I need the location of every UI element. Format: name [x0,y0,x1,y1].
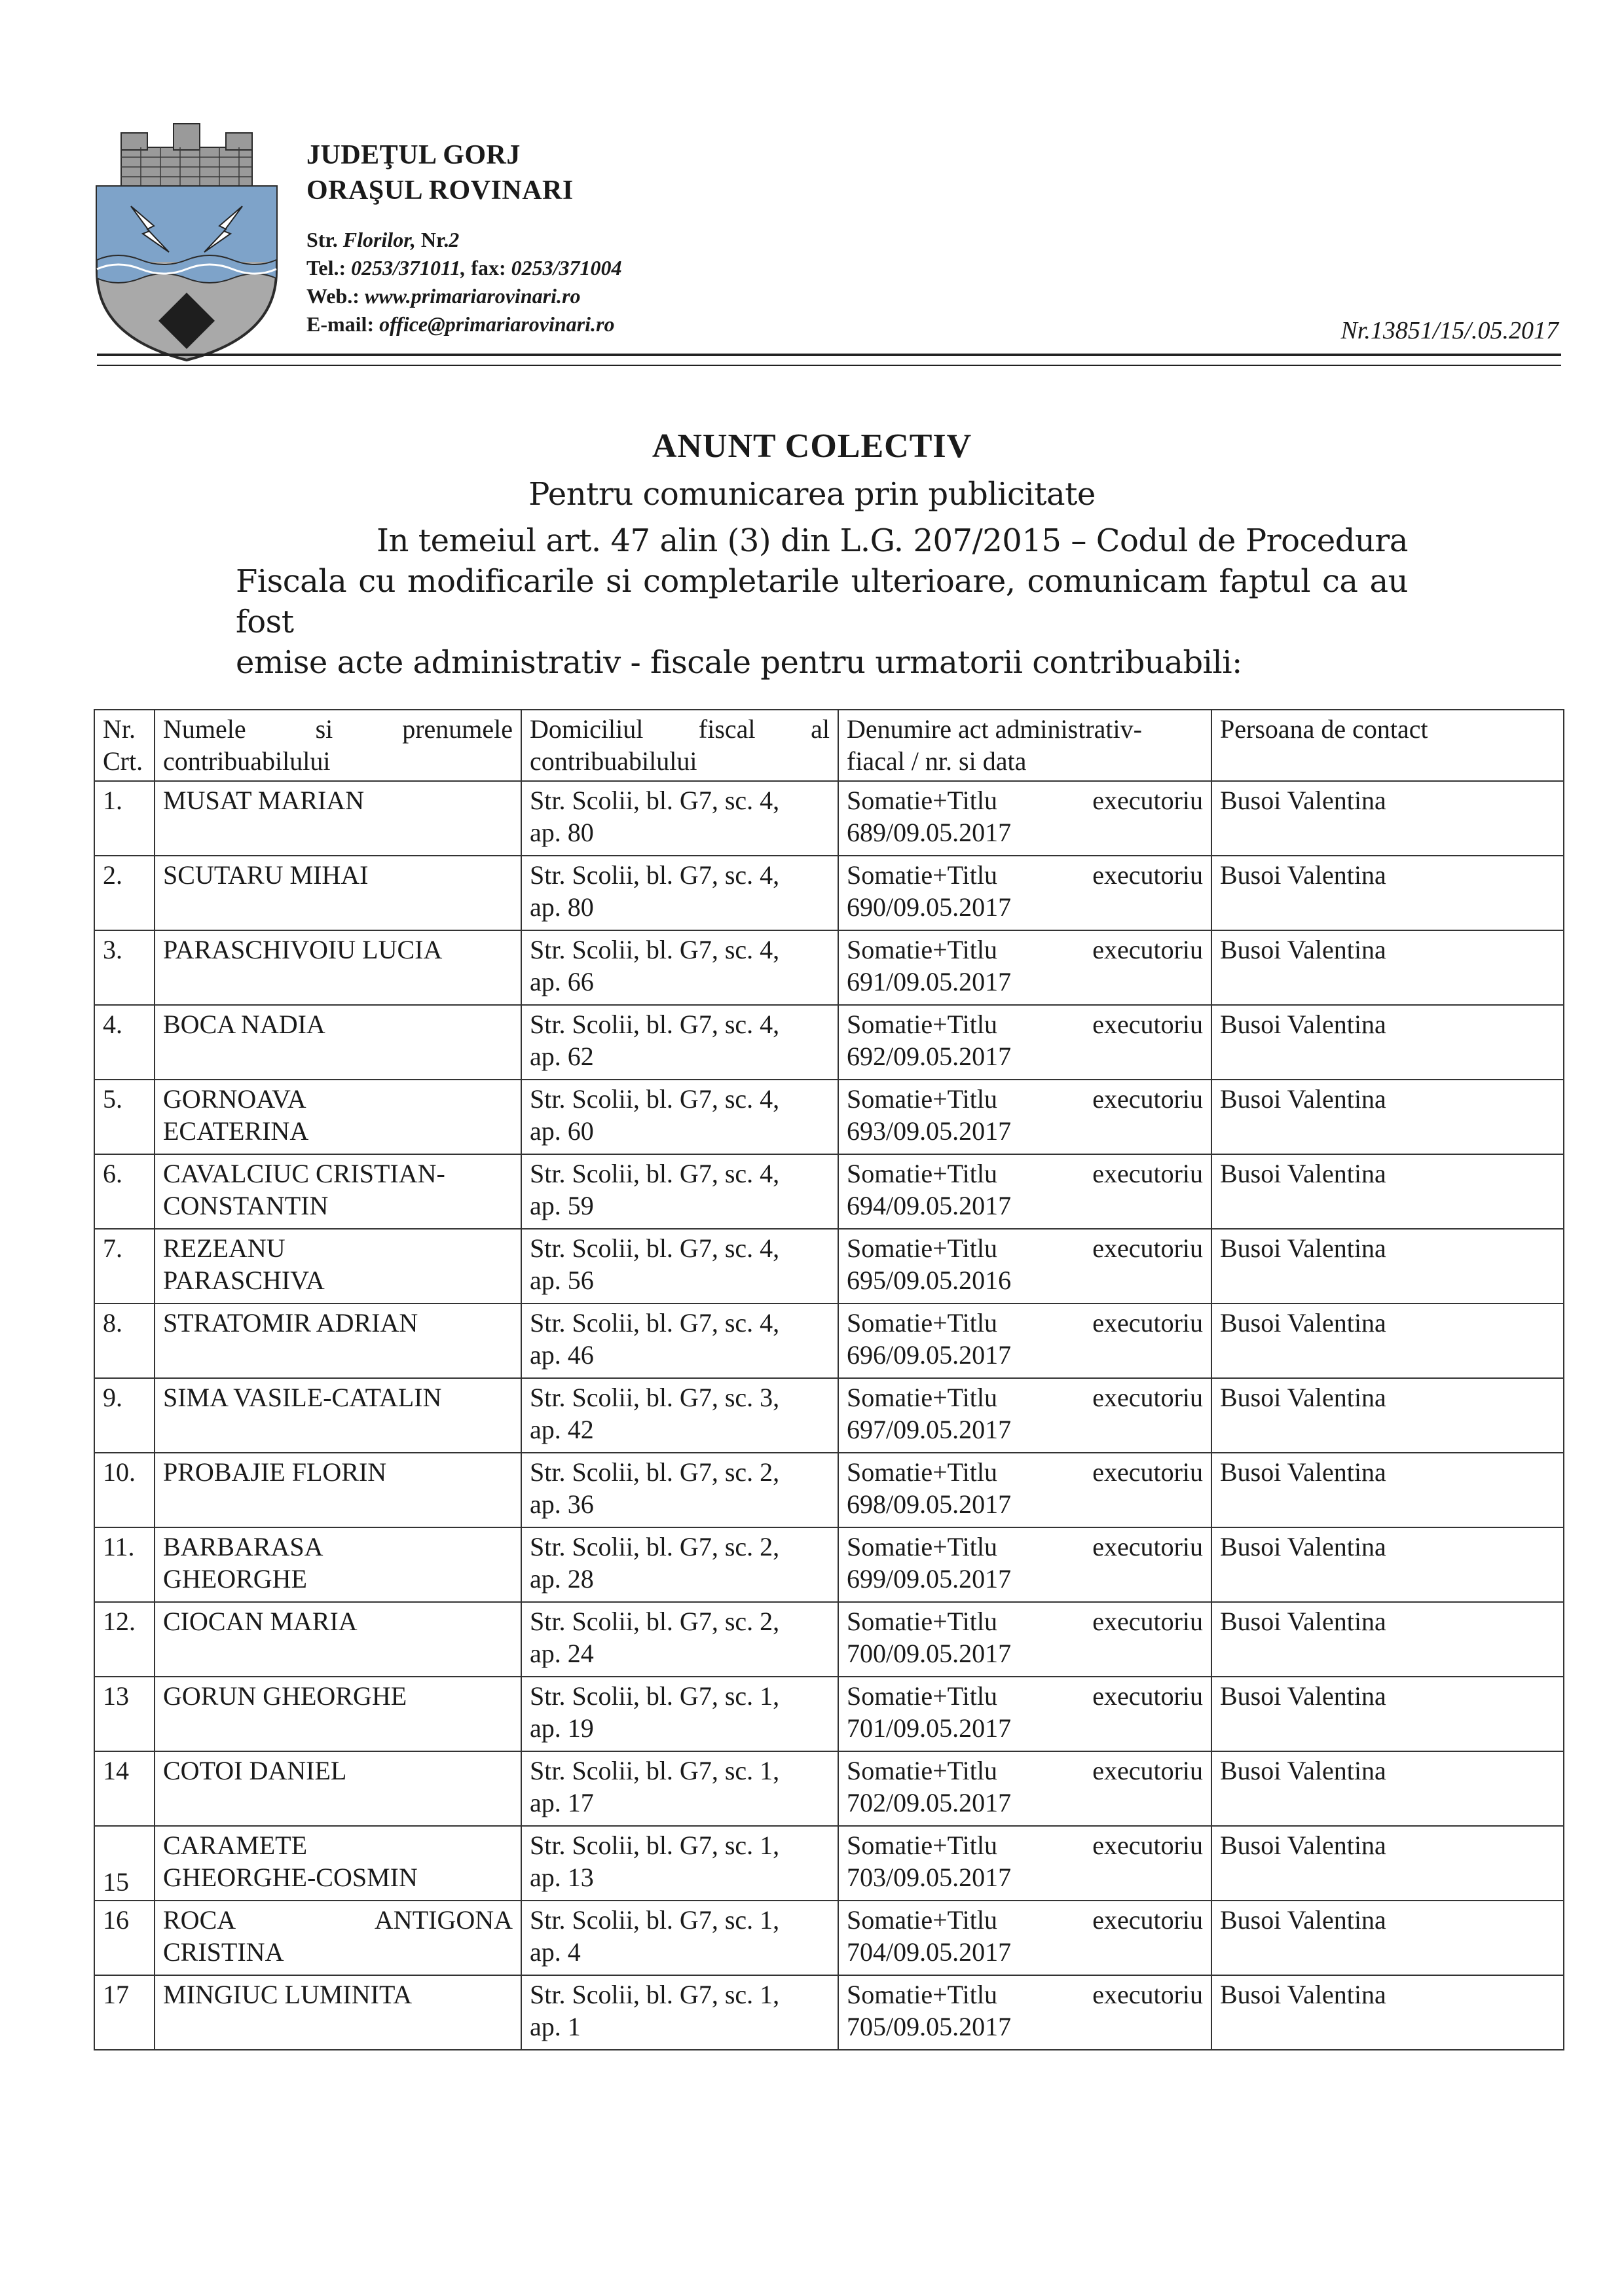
name-line-1: REZEANU [163,1233,286,1263]
address-line-2: ap. 42 [530,1415,594,1444]
website-link[interactable]: www.primariarovinari.ro [364,284,581,308]
address-line-1: Str. Scolii, bl. G7, sc. 2, [530,1532,780,1561]
name-line-1: BOCA NADIA [163,1010,325,1039]
cell-contact: Busoi Valentina [1211,1005,1564,1080]
act-number-date: 701/09.05.2017 [847,1713,1012,1743]
cell-address [521,1975,838,2050]
act-type: Somatie+Titlu [847,1383,998,1412]
name-line-2: CONSTANTIN [163,1191,329,1220]
act-type: Somatie+Titlu [847,1159,998,1188]
cell-address [521,1080,838,1154]
address-line-2: ap. 4 [530,1937,581,1967]
cell-address [521,1527,838,1602]
cell-nr: 3. [94,930,155,1005]
act-type: Somatie+Titlu [847,1457,998,1487]
name-line-2: GHEORGHE [163,1564,307,1594]
act-kind: executoriu [1092,786,1203,815]
cell-act [838,1154,1211,1229]
address-line-2: ap. 36 [530,1489,594,1519]
address-line-1: Str. Scolii, bl. G7, sc. 4, [530,786,780,815]
name-line-1: STRATOMIR ADRIAN [163,1308,418,1338]
table-row [94,1901,1564,1975]
cell-nr: 10. [94,1453,155,1527]
cell-address [521,1229,838,1303]
address-line-2: ap. 1 [530,2012,581,2041]
table-row [94,1527,1564,1602]
cell-name [155,1826,521,1901]
address-line-1: Str. Scolii, bl. G7, sc. 1, [530,1756,780,1785]
act-kind: executoriu [1092,1532,1203,1561]
address-line-2: ap. 56 [530,1266,594,1295]
cell-nr: 8. [94,1303,155,1378]
cell-nr: 7. [94,1229,155,1303]
address-line-1: Str. Scolii, bl. G7, sc. 1, [530,1831,780,1860]
town-name: ORAŞUL ROVINARI [306,175,574,206]
cell-nr: 6. [94,1154,155,1229]
cell-name [155,1975,521,2050]
address-line-1: Str. Scolii, bl. G7, sc. 4, [530,1233,780,1263]
address-line-1: Str. Scolii, bl. G7, sc. 4, [530,935,780,964]
act-number-date: 691/09.05.2017 [847,967,1012,996]
cell-nr: 17 [94,1975,155,2050]
cell-name [155,1677,521,1751]
cell-contact: Busoi Valentina [1211,1826,1564,1901]
cell-nr: 16 [94,1901,155,1975]
cell-contact: Busoi Valentina [1211,1901,1564,1975]
cell-act [838,1303,1211,1378]
address-line-1: Str. Scolii, bl. G7, sc. 4, [530,1084,780,1114]
cell-address [521,856,838,930]
cell-name [155,1378,521,1453]
table-row [94,1080,1564,1154]
cell-contact: Busoi Valentina [1211,1527,1564,1602]
page-subtitle: Pentru comunicarea prin publicitate [528,476,1096,513]
name-line-1: MUSAT MARIAN [163,786,365,815]
act-number-date: 694/09.05.2017 [847,1191,1012,1220]
cell-nr: 15 [94,1826,155,1901]
address-line-2: ap. 17 [530,1788,594,1817]
cell-contact: Busoi Valentina [1211,1303,1564,1378]
header-act: Denumire act administrativ- fiacal / nr. si data [838,710,1211,781]
address-line-1: Str. Scolii, bl. G7, sc. 4, [530,1308,780,1338]
address-line-1: Str. Scolii, bl. G7, sc. 3, [530,1383,780,1412]
act-type: Somatie+Titlu [847,786,998,815]
act-type: Somatie+Titlu [847,1980,998,2009]
address-line-2: ap. 59 [530,1191,594,1220]
act-kind: executoriu [1092,1905,1203,1935]
cell-name [155,1751,521,1826]
coat-of-arms-icon [92,121,282,363]
cell-name [155,781,521,856]
act-kind: executoriu [1092,1607,1203,1636]
act-type: Somatie+Titlu [847,1233,998,1263]
address-line-1: Str. Scolii, bl. G7, sc. 2, [530,1607,780,1636]
cell-act [838,1826,1211,1901]
act-type: Somatie+Titlu [847,935,998,964]
name-line-1: SCUTARU MIHAI [163,860,369,890]
name-line-2: CRISTINA [163,1937,284,1967]
cell-address [521,1826,838,1901]
cell-act [838,1677,1211,1751]
cell-act [838,1080,1211,1154]
cell-address [521,1005,838,1080]
name-line-1: COTOI DANIEL [163,1756,347,1785]
table-row [94,930,1564,1005]
table-row [94,1154,1564,1229]
table-header-row [94,710,1564,781]
name-line-1: GORNOAVA [163,1084,306,1114]
act-type: Somatie+Titlu [847,1532,998,1561]
cell-nr: 2. [94,856,155,930]
email-link[interactable]: office@primariarovinari.ro [379,312,615,336]
cell-name [155,1154,521,1229]
act-kind: executoriu [1092,935,1203,964]
act-kind: executoriu [1092,1084,1203,1114]
table-row [94,1751,1564,1826]
cell-nr: 13 [94,1677,155,1751]
act-number-date: 690/09.05.2017 [847,892,1012,922]
address-line-2: ap. 28 [530,1564,594,1594]
act-type: Somatie+Titlu [847,1308,998,1338]
act-number-date: 697/09.05.2017 [847,1415,1012,1444]
act-kind: executoriu [1092,1308,1203,1338]
email-line: E-mail: office@primariarovinari.ro [306,312,615,336]
act-number-date: 692/09.05.2017 [847,1042,1012,1071]
table-row [94,1677,1564,1751]
cell-nr: 4. [94,1005,155,1080]
address-line-1: Str. Scolii, bl. G7, sc. 4, [530,1159,780,1188]
header-contact: Persoana de contact [1211,710,1564,781]
act-type: Somatie+Titlu [847,1010,998,1039]
act-kind: executoriu [1092,860,1203,890]
name-line-2: ECATERINA [163,1116,309,1146]
cell-contact: Busoi Valentina [1211,1154,1564,1229]
name-line-1: PROBAJIE FLORIN [163,1457,387,1487]
cell-name [155,930,521,1005]
header-divider [97,354,1561,356]
act-type: Somatie+Titlu [847,1905,998,1935]
document-number: Nr.13851/15/.05.2017 [1340,317,1559,344]
name-line-1: SIMA VASILE-CATALIN [163,1383,442,1412]
table-row [94,1378,1564,1453]
table-row [94,1975,1564,2050]
act-type: Somatie+Titlu [847,1084,998,1114]
phone-line: Tel.: 0253/371011, fax: 0253/371004 [306,256,622,280]
address-line-1: Str. Scolii, bl. G7, sc. 1, [530,1980,780,2009]
cell-name [155,1453,521,1527]
table-row [94,781,1564,856]
cell-act [838,930,1211,1005]
intro-line-3: emise acte administrativ - fiscale pentru urmatorii contribuabili: [236,644,1242,681]
cell-contact: Busoi Valentina [1211,1602,1564,1677]
address-line-2: ap. 19 [530,1713,594,1743]
act-number-date: 705/09.05.2017 [847,2012,1012,2041]
cell-contact: Busoi Valentina [1211,1677,1564,1751]
cell-nr: 5. [94,1080,155,1154]
act-number-date: 696/09.05.2017 [847,1340,1012,1370]
table-row [94,1453,1564,1527]
intro-paragraph [236,520,1408,683]
name-line-1: ROCA ANTIGONA [163,1905,513,1935]
table-row [94,856,1564,930]
address-line-1: Str. Scolii, bl. G7, sc. 1, [530,1905,780,1935]
header-address: Domiciliul fiscal al contribuabilului [521,710,838,781]
cell-address [521,1453,838,1527]
page-title: ANUNT COLECTIV [652,428,972,465]
name-line-2: PARASCHIVA [163,1266,325,1295]
address-line-1: Str. Scolii, bl. G7, sc. 4, [530,860,780,890]
name-line-1: GORUN GHEORGHE [163,1681,407,1711]
cell-address [521,930,838,1005]
cell-nr: 11. [94,1527,155,1602]
act-number-date: 693/09.05.2017 [847,1116,1012,1146]
cell-name [155,1303,521,1378]
name-line-1: MINGIUC LUMINITA [163,1980,413,2009]
name-line-1: CARAMETE [163,1831,307,1860]
header-name: Numele si prenumele contribuabilului [155,710,521,781]
table-row [94,1303,1564,1378]
act-kind: executoriu [1092,1681,1203,1711]
intro-line-1: In temeiul art. 47 alin (3) din L.G. 207/2015 – Codul de Procedura [377,522,1408,559]
address-line-2: ap. 62 [530,1042,594,1071]
address-line: Str. Florilor, Nr.2 [306,228,460,251]
cell-name [155,1005,521,1080]
cell-contact: Busoi Valentina [1211,781,1564,856]
address-line-2: ap. 13 [530,1863,594,1892]
cell-address [521,781,838,856]
intro-line-2: Fiscala cu modificarile si completarile ulterioare, comunicam faptul ca au fost [236,563,1408,640]
act-kind: executoriu [1092,1383,1203,1412]
taxpayers-table [94,709,1564,2050]
name-line-2: GHEORGHE-COSMIN [163,1863,418,1892]
act-number-date: 695/09.05.2016 [847,1266,1012,1295]
address-line-2: ap. 80 [530,818,594,847]
header-divider-thin [97,365,1561,366]
address-line-2: ap. 80 [530,892,594,922]
cell-act [838,1975,1211,2050]
act-type: Somatie+Titlu [847,1681,998,1711]
act-kind: executoriu [1092,1010,1203,1039]
address-line-2: ap. 24 [530,1639,594,1668]
cell-nr: 1. [94,781,155,856]
name-line-1: CAVALCIUC CRISTIAN- [163,1159,445,1188]
act-number-date: 704/09.05.2017 [847,1937,1012,1967]
cell-act [838,856,1211,930]
cell-act [838,1005,1211,1080]
table-row [94,1229,1564,1303]
cell-address [521,1154,838,1229]
cell-name [155,1080,521,1154]
address-line-1: Str. Scolii, bl. G7, sc. 2, [530,1457,780,1487]
cell-act [838,1901,1211,1975]
act-type: Somatie+Titlu [847,860,998,890]
cell-address [521,1602,838,1677]
act-number-date: 689/09.05.2017 [847,818,1012,847]
cell-contact: Busoi Valentina [1211,1080,1564,1154]
cell-act [838,781,1211,856]
header-nr: Nr. Crt. [94,710,155,781]
name-line-1: BARBARASA [163,1532,323,1561]
cell-contact: Busoi Valentina [1211,1453,1564,1527]
cell-address [521,1677,838,1751]
address-line-2: ap. 66 [530,967,594,996]
act-kind: executoriu [1092,1980,1203,2009]
act-kind: executoriu [1092,1457,1203,1487]
contact-block [306,226,621,338]
cell-name [155,1527,521,1602]
cell-nr: 14 [94,1751,155,1826]
cell-name [155,1229,521,1303]
name-line-1: PARASCHIVOIU LUCIA [163,935,443,964]
cell-nr: 9. [94,1378,155,1453]
cell-contact: Busoi Valentina [1211,1378,1564,1453]
institution-heading [306,137,574,208]
cell-address [521,1303,838,1378]
act-number-date: 699/09.05.2017 [847,1564,1012,1594]
cell-name [155,856,521,930]
address-line-2: ap. 46 [530,1340,594,1370]
address-line-1: Str. Scolii, bl. G7, sc. 4, [530,1010,780,1039]
act-type: Somatie+Titlu [847,1756,998,1785]
table-row [94,1602,1564,1677]
cell-nr: 12. [94,1602,155,1677]
act-kind: executoriu [1092,1756,1203,1785]
cell-address [521,1751,838,1826]
act-number-date: 702/09.05.2017 [847,1788,1012,1817]
cell-address [521,1378,838,1453]
name-line-1: CIOCAN MARIA [163,1607,358,1636]
act-kind: executoriu [1092,1233,1203,1263]
cell-contact: Busoi Valentina [1211,1975,1564,2050]
cell-name [155,1901,521,1975]
address-line-1: Str. Scolii, bl. G7, sc. 1, [530,1681,780,1711]
table-row [94,1826,1564,1901]
cell-act [838,1453,1211,1527]
act-number-date: 703/09.05.2017 [847,1863,1012,1892]
cell-contact: Busoi Valentina [1211,1751,1564,1826]
act-kind: executoriu [1092,1159,1203,1188]
web-line: Web.: www.primariarovinari.ro [306,284,581,308]
cell-address [521,1901,838,1975]
cell-name [155,1602,521,1677]
act-type: Somatie+Titlu [847,1607,998,1636]
act-number-date: 698/09.05.2017 [847,1489,1012,1519]
cell-act [838,1602,1211,1677]
cell-contact: Busoi Valentina [1211,930,1564,1005]
cell-act [838,1751,1211,1826]
address-line-2: ap. 60 [530,1116,594,1146]
act-type: Somatie+Titlu [847,1831,998,1860]
table-row [94,1005,1564,1080]
cell-contact: Busoi Valentina [1211,856,1564,930]
cell-act [838,1378,1211,1453]
county-name: JUDEŢUL GORJ [306,140,521,170]
act-kind: executoriu [1092,1831,1203,1860]
act-number-date: 700/09.05.2017 [847,1639,1012,1668]
cell-contact: Busoi Valentina [1211,1229,1564,1303]
cell-act [838,1229,1211,1303]
cell-act [838,1527,1211,1602]
